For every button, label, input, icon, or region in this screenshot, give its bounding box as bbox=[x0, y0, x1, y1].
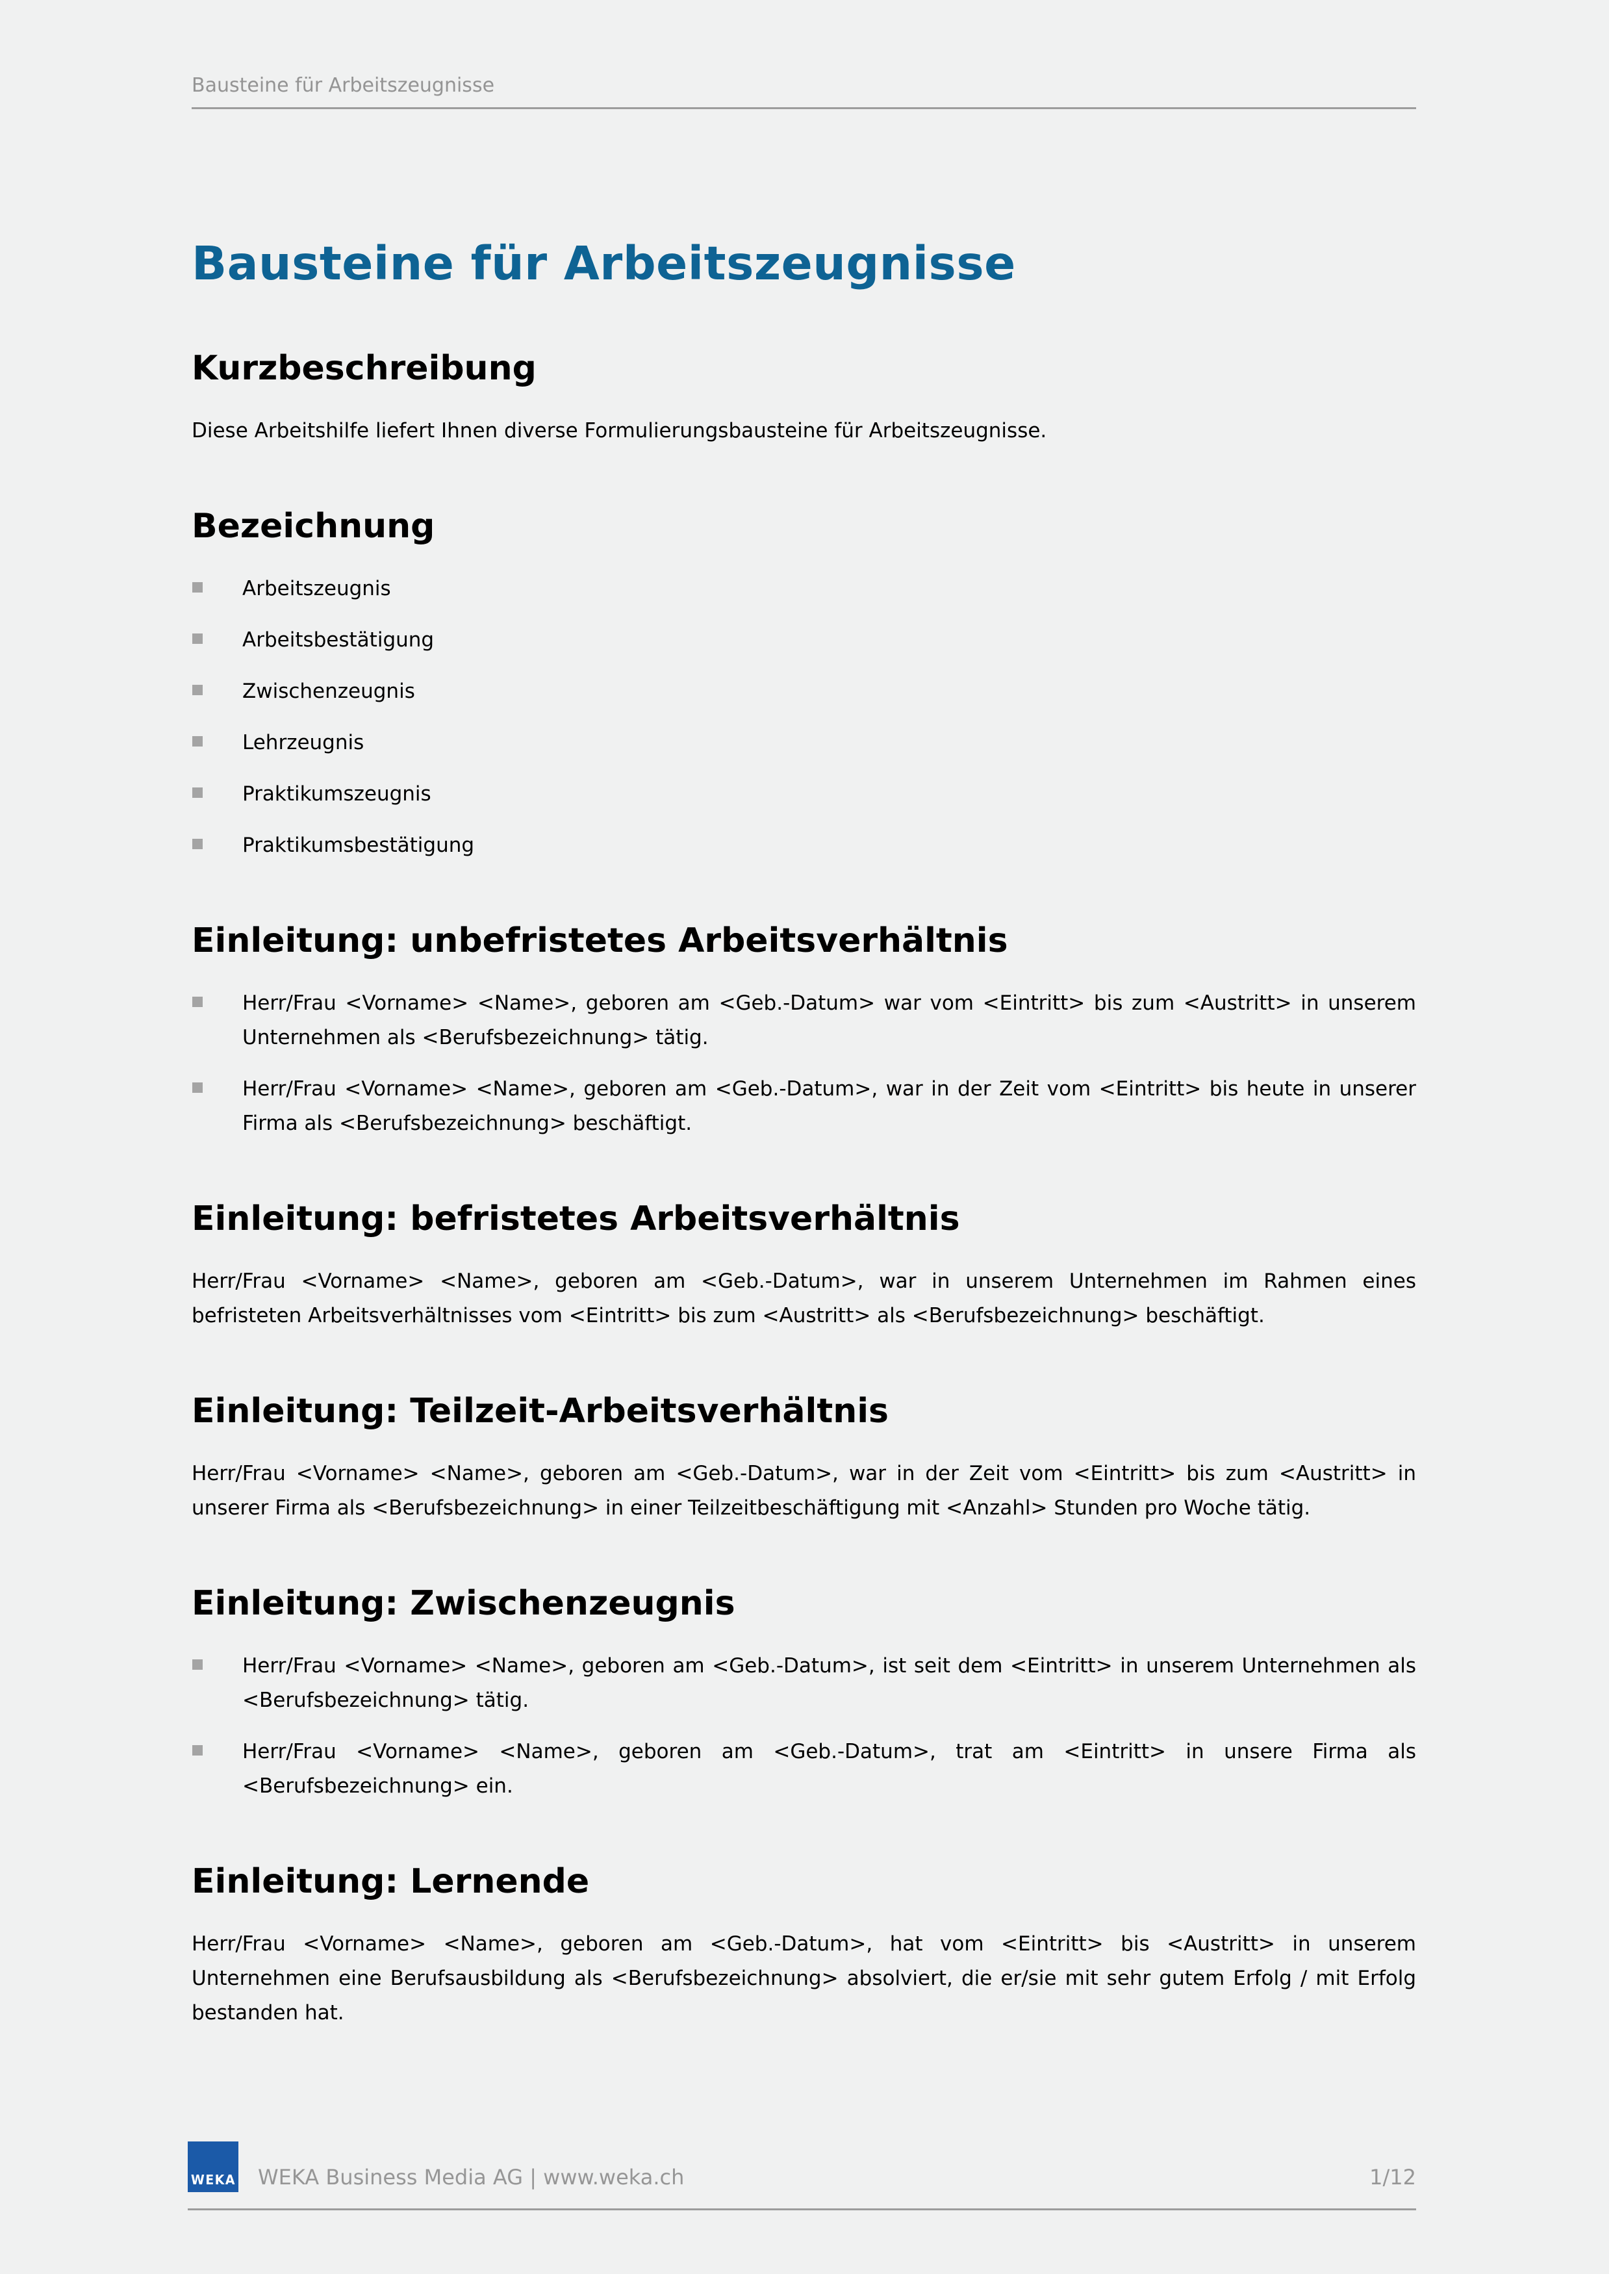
bullet-list bbox=[192, 986, 1416, 1141]
bullet-text: Arbeitsbestätigung bbox=[242, 628, 435, 652]
bullet-text: Praktikumsbestätigung bbox=[242, 834, 475, 857]
bullet-square-icon bbox=[192, 685, 203, 695]
bullet-item bbox=[192, 1735, 1416, 1804]
bullet-text: Herr/Frau <Vorname> <Name>, geboren am <Geb.-Datum>, trat am <Eintritt> in unsere Firma als <Berufsbezeichnung> ein. bbox=[242, 1740, 1416, 1798]
bullet-square-icon bbox=[192, 1082, 203, 1093]
paragraph: Diese Arbeitshilfe liefert Ihnen diverse Formulierungsbausteine für Arbeitszeugnisse. bbox=[192, 419, 1047, 442]
bullet-text: Praktikumszeugnis bbox=[242, 782, 431, 806]
document-body bbox=[192, 236, 1416, 2030]
bullet-text: Lehrzeugnis bbox=[242, 731, 364, 754]
bullet-text: Zwischenzeugnis bbox=[242, 680, 415, 703]
bullet-list bbox=[192, 572, 1416, 863]
section-heading: Einleitung: Lernende bbox=[192, 1862, 590, 1901]
section-heading: Einleitung: unbefristetes Arbeitsverhältnis bbox=[192, 921, 1008, 960]
bullet-item bbox=[192, 777, 1416, 811]
page-header bbox=[192, 0, 1416, 109]
bullet-item bbox=[192, 572, 1416, 606]
section-heading: Einleitung: Teilzeit-Arbeitsverhältnis bbox=[192, 1392, 889, 1431]
document-section bbox=[192, 921, 1416, 1141]
document-section bbox=[192, 1199, 1416, 1333]
bullet-text: Herr/Frau <Vorname> <Name>, geboren am <Geb.-Datum>, war in der Zeit vom <Eintritt> bis heute in unserer Firma als <Berufsbezeichnung> beschäftigt. bbox=[242, 1077, 1416, 1135]
weka-logo bbox=[188, 2141, 238, 2192]
footer-company-text: WEKA Business Media AG | www.weka.ch bbox=[258, 2165, 685, 2190]
section-heading: Kurzbeschreibung bbox=[192, 349, 537, 388]
paragraph: Herr/Frau <Vorname> <Name>, geboren am <Geb.-Datum>, war in der Zeit vom <Eintritt> bis zum <Austritt> in unserer Firma als <Berufsbezeichnung> in einer Teilzeitbeschäftigung mit <Anzahl> Stunden pro Woche tätig. bbox=[192, 1462, 1416, 1520]
paragraph: Herr/Frau <Vorname> <Name>, geboren am <Geb.-Datum>, war in unserem Unternehmen im Rahmen eines befristeten Arbeitsverhältnisses vom <Eintritt> bis zum <Austritt> als <Berufsbezeichnung> beschäftigt. bbox=[192, 1270, 1416, 1327]
bullet-square-icon bbox=[192, 787, 203, 798]
bullet-item bbox=[192, 674, 1416, 709]
paragraph: Herr/Frau <Vorname> <Name>, geboren am <Geb.-Datum>, hat vom <Eintritt> bis <Austritt> in unserem Unternehmen eine Berufsausbildung als <Berufsbezeichnung> absolviert, die er/sie mit sehr gutem Erfolg / mit Erfolg bestanden hat. bbox=[192, 1932, 1416, 2025]
bullet-square-icon bbox=[192, 736, 203, 747]
bullet-item bbox=[192, 1072, 1416, 1141]
bullet-item bbox=[192, 623, 1416, 658]
bullet-square-icon bbox=[192, 1659, 203, 1670]
footer-row bbox=[188, 2141, 1416, 2192]
document-section bbox=[192, 349, 1416, 448]
bullet-item bbox=[192, 986, 1416, 1055]
running-header-title: Bausteine für Arbeitszeugnisse bbox=[192, 74, 495, 97]
page-footer bbox=[188, 2141, 1416, 2210]
page-title: Bausteine für Arbeitszeugnisse bbox=[192, 236, 1016, 290]
bullet-square-icon bbox=[192, 1745, 203, 1756]
footer-page-number: 1/12 bbox=[1369, 2165, 1416, 2190]
header-rule bbox=[192, 107, 1416, 109]
bullet-square-icon bbox=[192, 997, 203, 1007]
footer-rule bbox=[188, 2208, 1416, 2210]
section-heading: Bezeichnung bbox=[192, 507, 435, 546]
bullet-text: Arbeitszeugnis bbox=[242, 577, 391, 600]
bullet-list bbox=[192, 1649, 1416, 1804]
weka-logo-text: WEKA bbox=[190, 2172, 236, 2188]
section-heading: Einleitung: Zwischenzeugnis bbox=[192, 1584, 735, 1623]
document-section bbox=[192, 1862, 1416, 2030]
document-section bbox=[192, 507, 1416, 863]
bullet-square-icon bbox=[192, 633, 203, 644]
document-section bbox=[192, 1392, 1416, 1526]
bullet-square-icon bbox=[192, 839, 203, 849]
bullet-item bbox=[192, 828, 1416, 863]
section-heading: Einleitung: befristetes Arbeitsverhältnis bbox=[192, 1199, 960, 1238]
document-section bbox=[192, 1584, 1416, 1804]
bullet-item bbox=[192, 726, 1416, 760]
bullet-text: Herr/Frau <Vorname> <Name>, geboren am <Geb.-Datum>, ist seit dem <Eintritt> in unserem Unternehmen als <Berufsbezeichnung> tätig. bbox=[242, 1654, 1416, 1712]
bullet-item bbox=[192, 1649, 1416, 1718]
bullet-text: Herr/Frau <Vorname> <Name>, geboren am <Geb.-Datum> war vom <Eintritt> bis zum <Austritt> in unserem Unternehmen als <Berufsbezeichnung> tätig. bbox=[242, 991, 1416, 1049]
bullet-square-icon bbox=[192, 582, 203, 593]
